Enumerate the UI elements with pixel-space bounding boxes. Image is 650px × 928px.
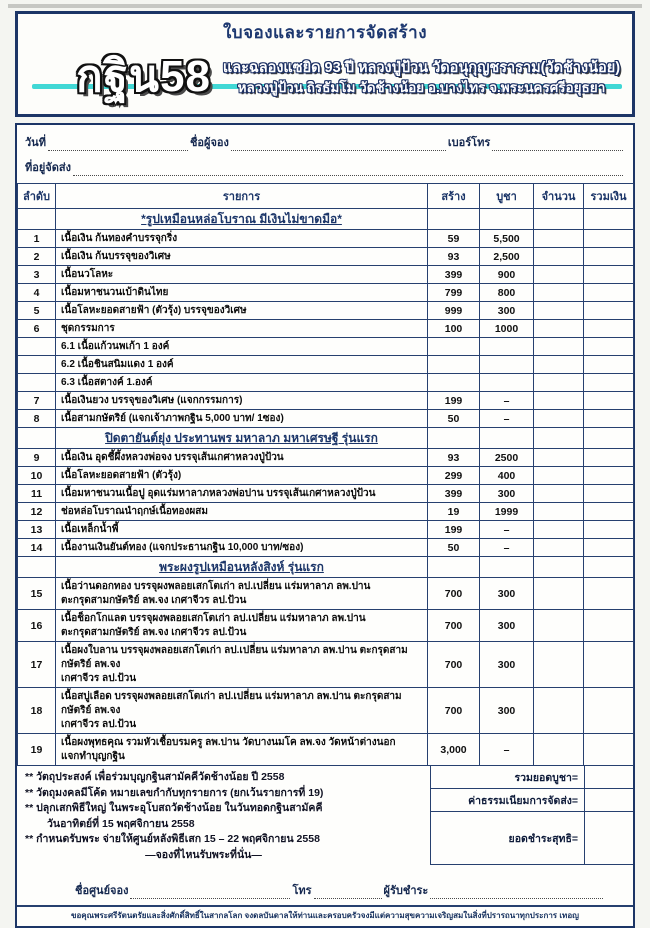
made-count-cell: 59 bbox=[428, 230, 480, 248]
quantity-cell bbox=[534, 503, 584, 521]
row-number-cell: 11 bbox=[18, 485, 56, 503]
row-number-cell: 18 bbox=[18, 688, 56, 734]
price-cell: 300 bbox=[480, 610, 534, 642]
price-cell: – bbox=[480, 521, 534, 539]
item-description-cell bbox=[56, 467, 428, 485]
col-header-price: บูชา bbox=[480, 184, 534, 209]
total-amount-cell bbox=[584, 230, 634, 248]
note-ceremony: ** ปลุกเสกพิธีใหญ่ ในพระอุโบสถวัดช้างน้อย ในวันทอดกฐินสามัคคี bbox=[25, 802, 323, 814]
quantity-cell bbox=[534, 302, 584, 320]
price-cell: 300 bbox=[480, 688, 534, 734]
row-number-cell: 16 bbox=[18, 610, 56, 642]
total-amount-cell bbox=[584, 642, 634, 688]
summary-net-row bbox=[431, 812, 633, 865]
total-amount-cell bbox=[584, 356, 634, 374]
row-number-cell: 7 bbox=[18, 392, 56, 410]
total-amount-cell bbox=[584, 503, 634, 521]
row-number-cell: 13 bbox=[18, 521, 56, 539]
section-row bbox=[18, 209, 634, 230]
total-amount-cell bbox=[584, 557, 634, 578]
row-number-cell: 5 bbox=[18, 302, 56, 320]
signature-phone-label: โทร bbox=[292, 885, 312, 897]
price-cell: 2500 bbox=[480, 449, 534, 467]
row-number-cell: 2 bbox=[18, 248, 56, 266]
booker-name-blank-field bbox=[231, 137, 446, 151]
main-box bbox=[15, 123, 635, 928]
row-number-cell bbox=[18, 374, 56, 392]
table-row bbox=[18, 410, 634, 428]
address-line bbox=[25, 158, 625, 176]
item-description-cell bbox=[56, 503, 428, 521]
note-pickup-place: —จองที่ไหนรับพระที่นั่น— bbox=[145, 848, 262, 861]
price-cell bbox=[480, 356, 534, 374]
quantity-cell bbox=[534, 485, 584, 503]
quantity-cell bbox=[534, 428, 584, 449]
item-description-cell bbox=[56, 521, 428, 539]
quantity-cell bbox=[534, 539, 584, 557]
summary-total-label: รวมยอดบูชา= bbox=[514, 772, 578, 784]
item-description-line1: เนื้อผงพุทธคุณ รวมหัวเชื้อบรมครู ลพ.ปาน วัดบางนมโค ลพ.จง วัดหน้าต่างนอก bbox=[61, 736, 396, 748]
item-description-line1: ชุดกรรมการ bbox=[61, 322, 115, 334]
item-description-line1: เนื้อเงิน ก้นทองคำบรรจุกริ่ง bbox=[61, 232, 178, 244]
quantity-cell bbox=[534, 338, 584, 356]
quantity-cell bbox=[534, 467, 584, 485]
quantity-cell bbox=[534, 230, 584, 248]
summary-column bbox=[430, 766, 633, 865]
item-description-line1: ช่อหล่อโบราณนำฤกษ์เนื้อทองผสม bbox=[61, 505, 208, 517]
col-header-made: สร้าง bbox=[428, 184, 480, 209]
item-description-cell bbox=[56, 610, 428, 642]
form-title: ใบจองและรายการจัดสร้าง bbox=[222, 23, 428, 42]
price-cell bbox=[480, 557, 534, 578]
made-count-cell: 700 bbox=[428, 642, 480, 688]
payment-receiver-blank-field bbox=[430, 885, 603, 899]
table-row bbox=[18, 338, 634, 356]
row-number-cell bbox=[18, 356, 56, 374]
item-description-cell bbox=[56, 410, 428, 428]
header-subtitle-2: หลวงปู่ป้วน ถิรธัมโม วัดช้างน้อย อ.บางไทร จ.พระนครศรีอยุธยา bbox=[237, 79, 606, 95]
quantity-cell bbox=[534, 734, 584, 766]
made-count-cell: 19 bbox=[428, 503, 480, 521]
signature-phone-blank-field bbox=[314, 885, 382, 899]
price-cell: 900 bbox=[480, 266, 534, 284]
item-description-line2: แจกทำบุญกฐิน bbox=[61, 750, 125, 762]
price-cell: 800 bbox=[480, 284, 534, 302]
item-description-line1: เนื้อเงินยวง บรรจุของวิเศษ (แจกกรรมการ) bbox=[61, 394, 243, 406]
total-amount-cell bbox=[584, 428, 634, 449]
section-title-cell bbox=[56, 209, 428, 230]
made-count-cell bbox=[428, 374, 480, 392]
table-row bbox=[18, 734, 634, 766]
price-cell: 5,500 bbox=[480, 230, 534, 248]
price-cell bbox=[480, 338, 534, 356]
total-amount-cell bbox=[584, 688, 634, 734]
item-description-line1: เนื้อเงิน อุดชี้ผึ้งหลวงพ่อจง บรรจุเส้นเกศาหลวงปู่ป้วน bbox=[61, 451, 284, 463]
table-row bbox=[18, 392, 634, 410]
made-count-cell bbox=[428, 338, 480, 356]
quantity-cell bbox=[534, 374, 584, 392]
section-title: *รูปเหมือนหล่อโบราณ มีเงินไม่ขาดมือ* bbox=[141, 212, 342, 226]
item-description-line1: เนื้อผงใบลาน บรรจุผงพลอยเสกโตเก่า ลป.เปลี่ยน แร่มหาลาภ ลพ.ปาน ตะกรุดสามกษัตริย์ ลพ.จง bbox=[61, 644, 408, 670]
made-count-cell: 50 bbox=[428, 410, 480, 428]
price-cell: – bbox=[480, 410, 534, 428]
item-description-cell bbox=[56, 302, 428, 320]
price-cell: – bbox=[480, 734, 534, 766]
item-description-cell bbox=[56, 449, 428, 467]
item-description-line1: เนื้อช็อกโกแลต บรรจุผงพลอยเสกโตเก่า ลป.เปลี่ยน แร่มหาลาภ ลพ.ปาน bbox=[61, 612, 366, 624]
item-description-line2: ตะกรุดสามกษัตริย์ ลพ.จง เกศาจีวร ลป.ป้วน bbox=[61, 626, 247, 638]
booking-info-fields bbox=[17, 125, 633, 183]
table-row bbox=[18, 320, 634, 338]
item-description-cell bbox=[56, 734, 428, 766]
row-number-cell: 8 bbox=[18, 410, 56, 428]
table-row bbox=[18, 688, 634, 734]
row-number-cell: 10 bbox=[18, 467, 56, 485]
summary-shipping-label: ค่าธรรมเนียมการจัดส่ง= bbox=[468, 795, 578, 807]
item-description-line1: เนื้องานเงินยันต์ทอง (แจกประธานกฐิน 10,000 บาท/ซอง) bbox=[61, 541, 304, 553]
item-description-line1: เนื้อสบู่เลือด บรรจุผงพลอยเสกโตเก่า ลป.เปลี่ยน แร่มหาลาภ ลพ.ปาน ตะกรุดสามกษัตริย์ ลพ.จง bbox=[61, 690, 402, 716]
table-row bbox=[18, 485, 634, 503]
item-description-cell bbox=[56, 248, 428, 266]
made-count-cell: 700 bbox=[428, 610, 480, 642]
item-description-cell: 6.2 เนื้อชินสนิมแดง 1 องค์ bbox=[56, 356, 428, 374]
total-amount-cell bbox=[584, 374, 634, 392]
note-pickup: ** กำหนดรับพระ จ่ายให้ศูนย์หลังพิธีเสก 15 – 22 พฤศจิกายน 2558 bbox=[25, 833, 320, 845]
table-row bbox=[18, 503, 634, 521]
item-description-cell bbox=[56, 642, 428, 688]
summary-net-label: ยอดชำระสุทธิ= bbox=[508, 833, 578, 845]
made-count-cell: 299 bbox=[428, 467, 480, 485]
price-cell: 400 bbox=[480, 467, 534, 485]
table-row bbox=[18, 266, 634, 284]
table-row bbox=[18, 449, 634, 467]
quantity-cell bbox=[534, 356, 584, 374]
summary-total-value-box bbox=[584, 766, 633, 788]
row-number-cell bbox=[18, 428, 56, 449]
shipping-address-blank-field bbox=[73, 162, 623, 176]
price-cell bbox=[480, 428, 534, 449]
item-description-line2: ตะกรุดสามกษัตริย์ ลพ.จง เกศาจีวร ลป.ป้วน bbox=[61, 594, 247, 606]
total-amount-cell bbox=[584, 578, 634, 610]
item-description-line1: เนื้อว่านดอกทอง บรรจุผงพลอยเสกโตเก่า ลป.เปลี่ยน แร่มหาลาภ ลพ.ปาน bbox=[61, 580, 371, 592]
price-cell: 1000 bbox=[480, 320, 534, 338]
item-description-cell bbox=[56, 485, 428, 503]
price-cell: – bbox=[480, 392, 534, 410]
quantity-cell bbox=[534, 557, 584, 578]
quantity-cell bbox=[534, 449, 584, 467]
made-count-cell: 399 bbox=[428, 485, 480, 503]
kathin58-logo: กฐิน58 bbox=[76, 52, 211, 101]
made-count-cell: 93 bbox=[428, 248, 480, 266]
summary-shipping-row bbox=[431, 789, 633, 812]
summary-total-row bbox=[431, 766, 633, 789]
made-count-cell: 100 bbox=[428, 320, 480, 338]
item-description-line1: เนื้อมหาชนวนเนื้อปู อุดแร่มหาลาภหลวงพ่อปาน บรรจุเส้นเกศาหลวงปู่ป้วน bbox=[61, 487, 376, 499]
quantity-cell bbox=[534, 248, 584, 266]
table-row bbox=[18, 248, 634, 266]
scan-artifact-strip bbox=[8, 4, 642, 8]
table-row bbox=[18, 578, 634, 610]
made-count-cell: 399 bbox=[428, 266, 480, 284]
quantity-cell bbox=[534, 209, 584, 230]
quantity-cell bbox=[534, 284, 584, 302]
table-row bbox=[18, 302, 634, 320]
item-description-line1: เนื้อสามกษัตริย์ (แจกเจ้าภาพกฐิน 5,000 บาท/ 1ซอง) bbox=[61, 412, 284, 424]
quantity-cell bbox=[534, 266, 584, 284]
row-number-cell: 19 bbox=[18, 734, 56, 766]
quantity-cell bbox=[534, 392, 584, 410]
item-description-cell: 6.3 เนื้อสตางค์ 1.องค์ bbox=[56, 374, 428, 392]
footer-grid bbox=[17, 766, 633, 865]
total-amount-cell bbox=[584, 248, 634, 266]
phone-label: เบอร์โทร bbox=[447, 137, 491, 149]
table-row bbox=[18, 374, 634, 392]
item-description-line1: เนื้อเงิน ก้นบรรจุของวิเศษ bbox=[61, 250, 171, 262]
total-amount-cell bbox=[584, 485, 634, 503]
made-count-cell: 700 bbox=[428, 688, 480, 734]
table-row bbox=[18, 284, 634, 302]
row-number-cell: 12 bbox=[18, 503, 56, 521]
item-description-line1: เนื้อมหาชนวนเบ้าดินไทย bbox=[61, 286, 169, 298]
total-amount-cell bbox=[584, 209, 634, 230]
item-description-cell bbox=[56, 266, 428, 284]
item-description-cell: 6.1 เนื้อแก้วนพเก้า 1 องค์ bbox=[56, 338, 428, 356]
table-row bbox=[18, 539, 634, 557]
summary-shipping-value-box bbox=[584, 789, 633, 811]
items-table-body bbox=[18, 209, 634, 766]
price-cell: 300 bbox=[480, 642, 534, 688]
made-count-cell: 3,000 bbox=[428, 734, 480, 766]
note-ceremony-date: วันอาทิตย์ที่ 15 พฤศจิกายน 2558 bbox=[47, 817, 195, 830]
made-count-cell bbox=[428, 209, 480, 230]
table-row bbox=[18, 356, 634, 374]
item-description-line1: เนื้อนวโลหะ bbox=[61, 268, 114, 280]
date-label: วันที่ bbox=[25, 137, 46, 149]
item-description-line2: เกศาจีวร ลป.ป้วน bbox=[61, 672, 137, 684]
section-title-cell bbox=[56, 428, 428, 449]
header-row bbox=[18, 184, 634, 209]
row-number-cell: 14 bbox=[18, 539, 56, 557]
row-number-cell: 3 bbox=[18, 266, 56, 284]
row-number-cell bbox=[18, 209, 56, 230]
date-blank-field bbox=[48, 137, 188, 151]
price-cell: 2,500 bbox=[480, 248, 534, 266]
price-cell: 1999 bbox=[480, 503, 534, 521]
row-number-cell bbox=[18, 557, 56, 578]
made-count-cell: 199 bbox=[428, 521, 480, 539]
total-amount-cell bbox=[584, 266, 634, 284]
col-header-quantity: จำนวน bbox=[534, 184, 584, 209]
quantity-cell bbox=[534, 320, 584, 338]
item-description-cell bbox=[56, 320, 428, 338]
payment-receiver-label: ผู้รับชำระ bbox=[383, 885, 429, 897]
total-amount-cell bbox=[584, 392, 634, 410]
table-row bbox=[18, 642, 634, 688]
made-count-cell bbox=[428, 428, 480, 449]
made-count-cell: 700 bbox=[428, 578, 480, 610]
total-amount-cell bbox=[584, 734, 634, 766]
quantity-cell bbox=[534, 688, 584, 734]
booker-name-label: ชื่อผู้จอง bbox=[189, 137, 229, 149]
section-title-cell bbox=[56, 557, 428, 578]
table-row bbox=[18, 467, 634, 485]
note-code: ** วัตถุมงคลมีโค้ด หมายเลขกำกับทุกรายการ (ยกเว้นรายการที่ 19) bbox=[25, 786, 324, 799]
made-count-cell bbox=[428, 356, 480, 374]
row-number-cell: 9 bbox=[18, 449, 56, 467]
item-description-cell bbox=[56, 688, 428, 734]
price-cell: – bbox=[480, 539, 534, 557]
item-description-cell bbox=[56, 284, 428, 302]
row-number-cell: 4 bbox=[18, 284, 56, 302]
row-number-cell: 15 bbox=[18, 578, 56, 610]
item-description-cell bbox=[56, 230, 428, 248]
section-title: ปิดตายันต์ยุ่ง ประทานพร มหาลาภ มหาเศรษฐี รุ่นแรก bbox=[105, 431, 378, 445]
total-amount-cell bbox=[584, 284, 634, 302]
booking-center-label: ชื่อศูนย์จอง bbox=[75, 885, 129, 897]
item-description-cell bbox=[56, 392, 428, 410]
made-count-cell: 799 bbox=[428, 284, 480, 302]
total-amount-cell bbox=[584, 302, 634, 320]
made-count-cell: 50 bbox=[428, 539, 480, 557]
total-amount-cell bbox=[584, 320, 634, 338]
table-row bbox=[18, 521, 634, 539]
date-name-phone-line bbox=[25, 133, 625, 151]
quantity-cell bbox=[534, 410, 584, 428]
note-purpose: ** วัตถุประสงค์ เพื่อร่วมบุญกฐินสามัคคีวัดช้างน้อย ปี 2558 bbox=[25, 771, 285, 783]
quantity-cell bbox=[534, 610, 584, 642]
made-count-cell: 93 bbox=[428, 449, 480, 467]
total-amount-cell bbox=[584, 539, 634, 557]
total-amount-cell bbox=[584, 467, 634, 485]
shipping-address-label: ที่อยู่จัดส่ง bbox=[25, 162, 71, 174]
made-count-cell bbox=[428, 557, 480, 578]
col-header-index: ลำดับ bbox=[18, 184, 56, 209]
items-table-header bbox=[18, 184, 634, 209]
col-header-total: รวมเงิน bbox=[584, 184, 634, 209]
total-amount-cell bbox=[584, 610, 634, 642]
row-number-cell bbox=[18, 338, 56, 356]
summary-net-value-box bbox=[584, 812, 633, 864]
section-title: พระผงรูปเหมือนหลังสิงห์ รุ่นแรก bbox=[159, 560, 324, 574]
item-description-cell bbox=[56, 578, 428, 610]
item-description-line1: เนื้อโลหะยอดสายฟ้า (ตัวรุ้ง) บรรจุของวิเศษ bbox=[61, 304, 247, 316]
table-row bbox=[18, 230, 634, 248]
header-subtitles bbox=[211, 58, 626, 97]
signature-row bbox=[17, 865, 633, 905]
section-row bbox=[18, 557, 634, 578]
row-number-cell: 6 bbox=[18, 320, 56, 338]
price-cell bbox=[480, 374, 534, 392]
made-count-cell: 199 bbox=[428, 392, 480, 410]
col-header-item: รายการ bbox=[56, 184, 428, 209]
item-description-cell bbox=[56, 539, 428, 557]
made-count-cell: 999 bbox=[428, 302, 480, 320]
total-amount-cell bbox=[584, 449, 634, 467]
notes-block bbox=[17, 766, 430, 865]
total-amount-cell bbox=[584, 410, 634, 428]
booking-center-blank-field bbox=[130, 885, 290, 899]
total-amount-cell bbox=[584, 521, 634, 539]
blessing-text: ขอคุณพระศรีรัตนตรัยและสิ่งศักดิ์สิทธิ์ในสากลโลก จงดลบันดาลให้ท่านและครอบครัวจงมีแต่ความสุขความเจริญสมในสิ่งที่ปรารถนาทุกประการ เทอญ bbox=[17, 905, 633, 926]
items-table bbox=[17, 183, 634, 766]
header-subtitle-1: และฉลองแซยิด 93 ปี หลวงปู่ป้วน วัดอนุกุญชราราม(วัดช้างน้อย) bbox=[222, 59, 621, 76]
item-description-line1: เนื้อเหล็กน้ำพี้ bbox=[61, 523, 119, 535]
row-number-cell: 1 bbox=[18, 230, 56, 248]
item-description-line2: เกศาจีวร ลป.ป้วน bbox=[61, 718, 137, 730]
header-box bbox=[15, 11, 635, 117]
logo-row bbox=[24, 47, 626, 107]
price-cell: 300 bbox=[480, 578, 534, 610]
section-row bbox=[18, 428, 634, 449]
price-cell bbox=[480, 209, 534, 230]
price-cell: 300 bbox=[480, 485, 534, 503]
price-cell: 300 bbox=[480, 302, 534, 320]
quantity-cell bbox=[534, 521, 584, 539]
row-number-cell: 17 bbox=[18, 642, 56, 688]
item-description-line1: เนื้อโลหะยอดสายฟ้า (ตัวรุ้ง) bbox=[61, 469, 182, 481]
total-amount-cell bbox=[584, 338, 634, 356]
phone-blank-field bbox=[492, 137, 623, 151]
quantity-cell bbox=[534, 642, 584, 688]
table-row bbox=[18, 610, 634, 642]
quantity-cell bbox=[534, 578, 584, 610]
